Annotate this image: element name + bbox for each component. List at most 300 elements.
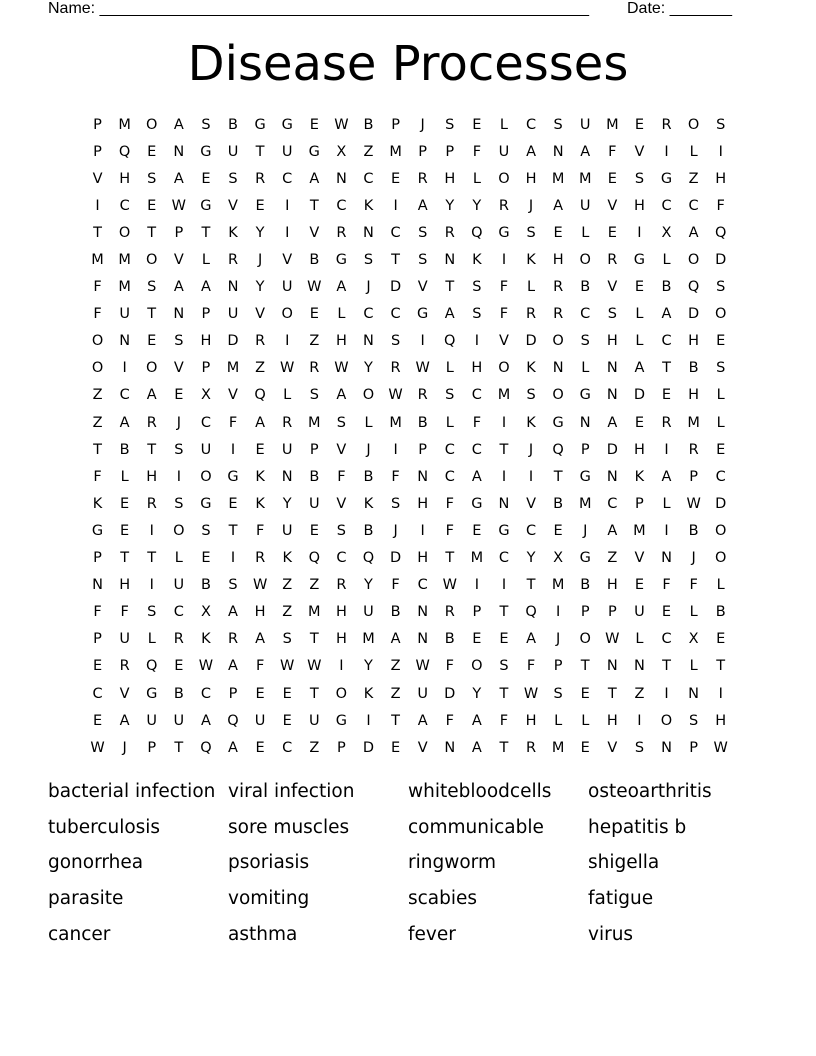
grid-letter: F [93,306,102,323]
grid-letter: G [200,495,212,512]
grid-letter: B [309,468,320,485]
grid-letter: B [363,468,374,485]
grid-letter: Y [282,495,292,512]
grid-row [84,165,734,192]
grid-letter: Z [607,550,618,567]
grid-letter: F [499,712,509,729]
word-list-item: bacterial infection [48,781,216,802]
grid-letter: O [687,252,700,269]
grid-letter: C [336,197,347,214]
grid-letter: E [282,712,292,729]
grid-letter: N [606,360,618,377]
grid-letter: M [118,116,131,133]
word-list-item: hepatitis b [588,816,687,838]
grid-letter: J [528,197,534,214]
grid-letter: P [228,685,238,702]
grid-letter: W [686,495,701,512]
word-list-item: whitebloodcells [408,781,552,802]
grid-letter: F [445,658,454,675]
word-list-item: communicable [408,816,544,838]
grid-row [84,707,734,734]
grid-letter: Z [92,387,103,404]
grid-letter: U [308,495,320,512]
word-list-item: sore muscles [228,816,350,838]
grid-letter: N [335,170,347,187]
grid-letter: Z [282,604,293,621]
grid-letter: I [285,197,290,214]
grid-letter: E [553,224,563,241]
grid-row [84,517,734,544]
grid-letter: J [366,279,371,296]
grid-letter: Q [308,550,320,567]
grid-letter: A [390,631,401,648]
grid-letter: L [716,414,725,431]
grid-letter: O [714,306,727,323]
grid-letter: I [339,658,344,675]
grid-letter: R [498,197,509,214]
grid-letter: L [689,143,698,160]
grid-letter: G [335,712,348,729]
grid-letter: N [119,333,131,350]
grid-letter: N [173,306,185,323]
grid-letter: F [445,495,454,512]
grid-letter: P [337,739,346,756]
grid-letter: T [174,739,184,756]
grid-letter: A [634,360,645,377]
grid-letter: O [471,658,483,675]
grid-letter: N [227,279,239,296]
grid-letter: I [393,197,398,214]
grid-letter: P [201,360,211,377]
grid-letter: Y [472,197,482,214]
grid-letter: B [688,522,699,539]
grid-letter: S [472,306,482,323]
grid-letter: L [662,252,671,269]
grid-letter: I [637,712,642,729]
grid-letter: D [444,685,456,702]
grid-letter: N [444,739,456,756]
grid-letter: Z [309,577,320,594]
grid-letter: W [415,658,430,675]
grid-letter: A [146,387,157,404]
grid-letter: F [445,712,454,729]
grid-letter: A [580,143,591,160]
grid-letter: U [579,197,591,214]
grid-letter: R [526,306,537,323]
grid-letter: T [147,550,157,567]
grid-letter: P [93,631,102,648]
grid-letter: Y [472,685,482,702]
grid-letter: Q [471,224,483,241]
grid-letter: H [606,333,618,350]
grid-letter: N [606,468,618,485]
grid-letter: C [715,468,726,485]
grid-letter: I [637,224,642,241]
grid-letter: V [607,197,618,214]
grid-letter: Z [390,658,401,675]
grid-letter: A [255,631,266,648]
grid-letter: C [688,197,699,214]
grid-letter: A [173,116,184,133]
grid-letter: C [525,116,537,133]
grid-letter: P [93,116,102,133]
grid-letter: C [471,387,482,404]
grid-letter: H [633,441,645,458]
grid-letter: I [420,522,425,539]
grid-letter: B [363,116,374,133]
grid-letter: H [606,577,618,594]
grid-letter: B [200,577,211,594]
grid-letter: B [363,522,374,539]
grid-letter: R [282,414,293,431]
grid-letter: F [337,468,346,485]
grid-letter: D [227,333,239,350]
grid-letter: G [254,116,266,133]
grid-letter: A [228,604,238,621]
grid-letter: S [716,360,726,377]
grid-letter: O [146,116,158,133]
grid-letter: F [93,468,102,485]
grid-letter: H [335,604,347,621]
grid-letter: Y [255,279,265,296]
grid-letter: S [526,224,536,241]
grid-letter: V [417,279,428,296]
grid-letter: C [363,170,374,187]
grid-letter: U [281,279,293,296]
grid-letter: L [554,712,563,729]
grid-letter: L [635,631,644,648]
grid-letter: Z [309,333,320,350]
grid-letter: V [634,550,645,567]
grid-letter: L [283,387,292,404]
grid-letter: I [556,604,561,621]
grid-letter: O [146,360,158,377]
grid-letter: M [578,495,592,512]
grid-letter: I [420,333,425,350]
grid-letter: N [417,631,429,648]
grid-letter: T [120,550,130,567]
grid-letter: E [282,685,292,702]
grid-letter: L [445,360,454,377]
grid-letter: C [119,197,130,214]
grid-letter: S [282,631,292,648]
grid-letter: F [120,604,129,621]
word-list-item: virus [588,923,634,945]
grid-letter: Q [254,387,266,404]
grid-letter: S [445,116,455,133]
grid-letter: N [363,333,374,350]
grid-letter: V [336,441,347,458]
word-list-item: scabies [408,888,478,910]
grid-letter: V [92,170,103,187]
grid-letter: E [255,441,265,458]
grid-row [84,463,734,490]
grid-letter: S [499,658,509,675]
grid-letter: H [552,252,564,269]
grid-letter: T [93,224,102,241]
grid-letter: E [716,441,726,458]
grid-letter: G [91,522,104,539]
grid-letter: O [118,224,131,241]
grid-letter: W [388,387,403,404]
grid-letter: J [122,739,127,756]
grid-letter: A [255,414,266,431]
grid-letter: T [662,360,671,377]
grid-letter: I [230,550,236,567]
grid-letter: S [147,604,157,621]
grid-letter: B [580,279,591,296]
grid-letter: C [444,441,455,458]
grid-letter: G [579,387,591,404]
grid-letter: A [607,414,618,431]
grid-letter: Z [92,414,103,431]
grid-letter: W [605,631,620,648]
grid-letter: W [198,658,214,675]
grid-letter: E [607,224,617,241]
grid-letter: C [92,685,103,702]
word-list-item: ringworm [408,852,496,874]
name-line: _______________________________________________________ [99,0,589,17]
word-list-item: gonorrhea [48,852,144,874]
grid-letter: R [661,414,672,431]
grid-letter: X [661,224,672,241]
grid-letter: W [252,577,268,594]
grid-letter: B [688,360,699,377]
grid-letter: P [553,658,563,675]
grid-row [84,572,734,599]
grid-letter: D [715,495,727,512]
grid-letter: E [499,631,509,648]
grid-letter: A [607,522,618,539]
grid-letter: I [285,333,290,350]
word-list [48,779,768,957]
grid-letter: A [526,143,536,160]
grid-letter: T [445,279,455,296]
grid-letter: S [201,522,211,539]
grid-letter: K [92,495,103,512]
grid-letter: S [147,170,157,187]
grid-letter: G [579,468,591,485]
grid-letter: N [92,577,103,594]
grid-letter: X [200,387,211,404]
grid-letter: R [336,224,347,241]
grid-letter: A [119,712,130,729]
word-list-item: parasite [48,888,124,910]
grid-letter: H [335,631,347,648]
grid-letter: R [255,170,266,187]
grid-letter: N [498,495,510,512]
grid-letter: O [91,360,104,377]
grid-letter: F [391,577,400,594]
grid-letter: E [147,143,157,160]
name-label: Name: [48,0,100,17]
grid-letter: T [228,522,238,539]
grid-letter: R [444,604,455,621]
grid-letter: M [551,577,565,594]
grid-letter: V [255,306,266,323]
grid-letter: Y [364,658,373,675]
grid-letter: W [280,658,295,675]
grid-letter: E [92,712,103,729]
grid-letter: C [580,306,591,323]
grid-letter: Z [634,685,645,702]
grid-letter: P [93,550,102,567]
grid-row [84,219,734,246]
grid-letter: O [335,685,348,702]
grid-letter: W [307,279,322,296]
grid-row [84,192,734,219]
grid-letter: P [93,143,102,160]
grid-letter: L [364,414,373,431]
grid-letter: G [335,252,348,269]
grid-letter: O [362,387,375,404]
grid-row [84,653,734,680]
grid-letter: X [553,550,564,567]
grid-letter: U [281,143,293,160]
grid-letter: G [660,170,673,187]
grid-letter: E [255,685,265,702]
grid-letter: A [553,197,564,214]
grid-letter: U [173,712,185,729]
grid-row [84,355,734,382]
grid-letter: M [606,116,619,133]
grid-letter: T [499,441,509,458]
grid-letter: R [146,414,157,431]
grid-row [84,301,734,328]
grid-letter: O [281,306,293,323]
grid-letter: S [445,387,455,404]
grid-letter: P [635,495,644,512]
grid-letter: E [634,279,644,296]
grid-letter: Y [445,197,455,214]
grid-letter: D [606,441,618,458]
grid-letter: G [633,252,646,269]
grid-letter: T [309,685,319,702]
grid-letter: T [499,685,509,702]
grid-letter: O [579,631,591,648]
grid-letter: L [581,224,590,241]
grid-letter: U [579,116,591,133]
grid-letter: I [718,143,723,160]
grid-letter: H [417,495,429,512]
grid-letter: Q [714,224,727,241]
page-title: Disease Processes [187,36,629,92]
grid-letter: N [579,414,591,431]
word-list-item: asthma [228,923,298,945]
grid-letter: E [174,658,184,675]
date-label: Date: [627,0,670,17]
grid-letter: S [201,116,211,133]
grid-letter: E [255,197,265,214]
grid-letter: B [417,414,428,431]
grid-letter: U [363,604,374,621]
grid-letter: V [607,739,618,756]
grid-letter: L [445,414,454,431]
grid-letter: F [228,414,238,431]
grid-letter: G [200,197,212,214]
grid-letter: M [118,279,131,296]
grid-letter: Q [444,333,456,350]
grid-letter: A [471,739,482,756]
grid-letter: W [442,577,457,594]
grid-letter: S [634,739,645,756]
grid-letter: V [309,224,320,241]
grid-letter: F [499,279,509,296]
grid-letter: S [336,522,346,539]
grid-letter: Q [227,712,239,729]
grid-letter: T [391,712,400,729]
grid-letter: N [633,658,645,675]
grid-letter: T [580,658,590,675]
grid-letter: V [228,387,238,404]
date-line: _______ [669,0,732,17]
grid-letter: R [688,441,699,458]
grid-row [84,626,734,653]
grid-letter: G [227,468,239,485]
grid-letter: U [308,712,320,729]
grid-letter: L [120,468,129,485]
grid-letter: M [308,604,321,621]
grid-letter: C [417,577,428,594]
grid-letter: U [227,143,239,160]
grid-letter: E [390,739,401,756]
grid-letter: E [92,658,103,675]
grid-letter: F [526,658,536,675]
grid-letter: E [716,631,726,648]
grid-letter: D [633,387,645,404]
grid-letter: C [200,685,211,702]
grid-letter: L [581,360,590,377]
grid-letter: R [227,631,239,648]
grid-letter: P [174,224,184,241]
grid-letter: E [634,577,644,594]
grid-letter: N [417,468,429,485]
grid-letter: L [527,279,536,296]
grid-letter: E [553,522,563,539]
grid-letter: I [528,468,534,485]
grid-letter: T [201,224,211,241]
grid-letter: T [662,658,671,675]
grid-letter: E [472,116,482,133]
grid-letter: A [336,279,347,296]
word-list-item: psoriasis [228,852,310,874]
grid-letter: H [444,170,456,187]
grid-letter: A [417,712,428,729]
grid-letter: S [228,577,238,594]
grid-letter: R [255,550,266,567]
grid-letter: X [336,143,347,160]
grid-letter: V [498,333,509,350]
grid-letter: P [445,143,455,160]
grid-letter: G [146,685,158,702]
grid-letter: W [90,739,105,756]
grid-letter: H [471,360,483,377]
grid-row [84,599,734,626]
grid-letter: I [95,197,100,214]
grid-letter: H [119,170,131,187]
grid-letter: S [174,495,184,512]
grid-letter: V [336,495,347,512]
grid-letter: R [553,306,564,323]
grid-letter: H [525,170,537,187]
grid-letter: P [309,441,319,458]
date-field [627,0,732,18]
grid-letter: C [390,306,401,323]
grid-letter: E [472,522,482,539]
grid-letter: C [661,333,672,350]
grid-letter: N [173,143,185,160]
grid-letter: O [579,252,591,269]
